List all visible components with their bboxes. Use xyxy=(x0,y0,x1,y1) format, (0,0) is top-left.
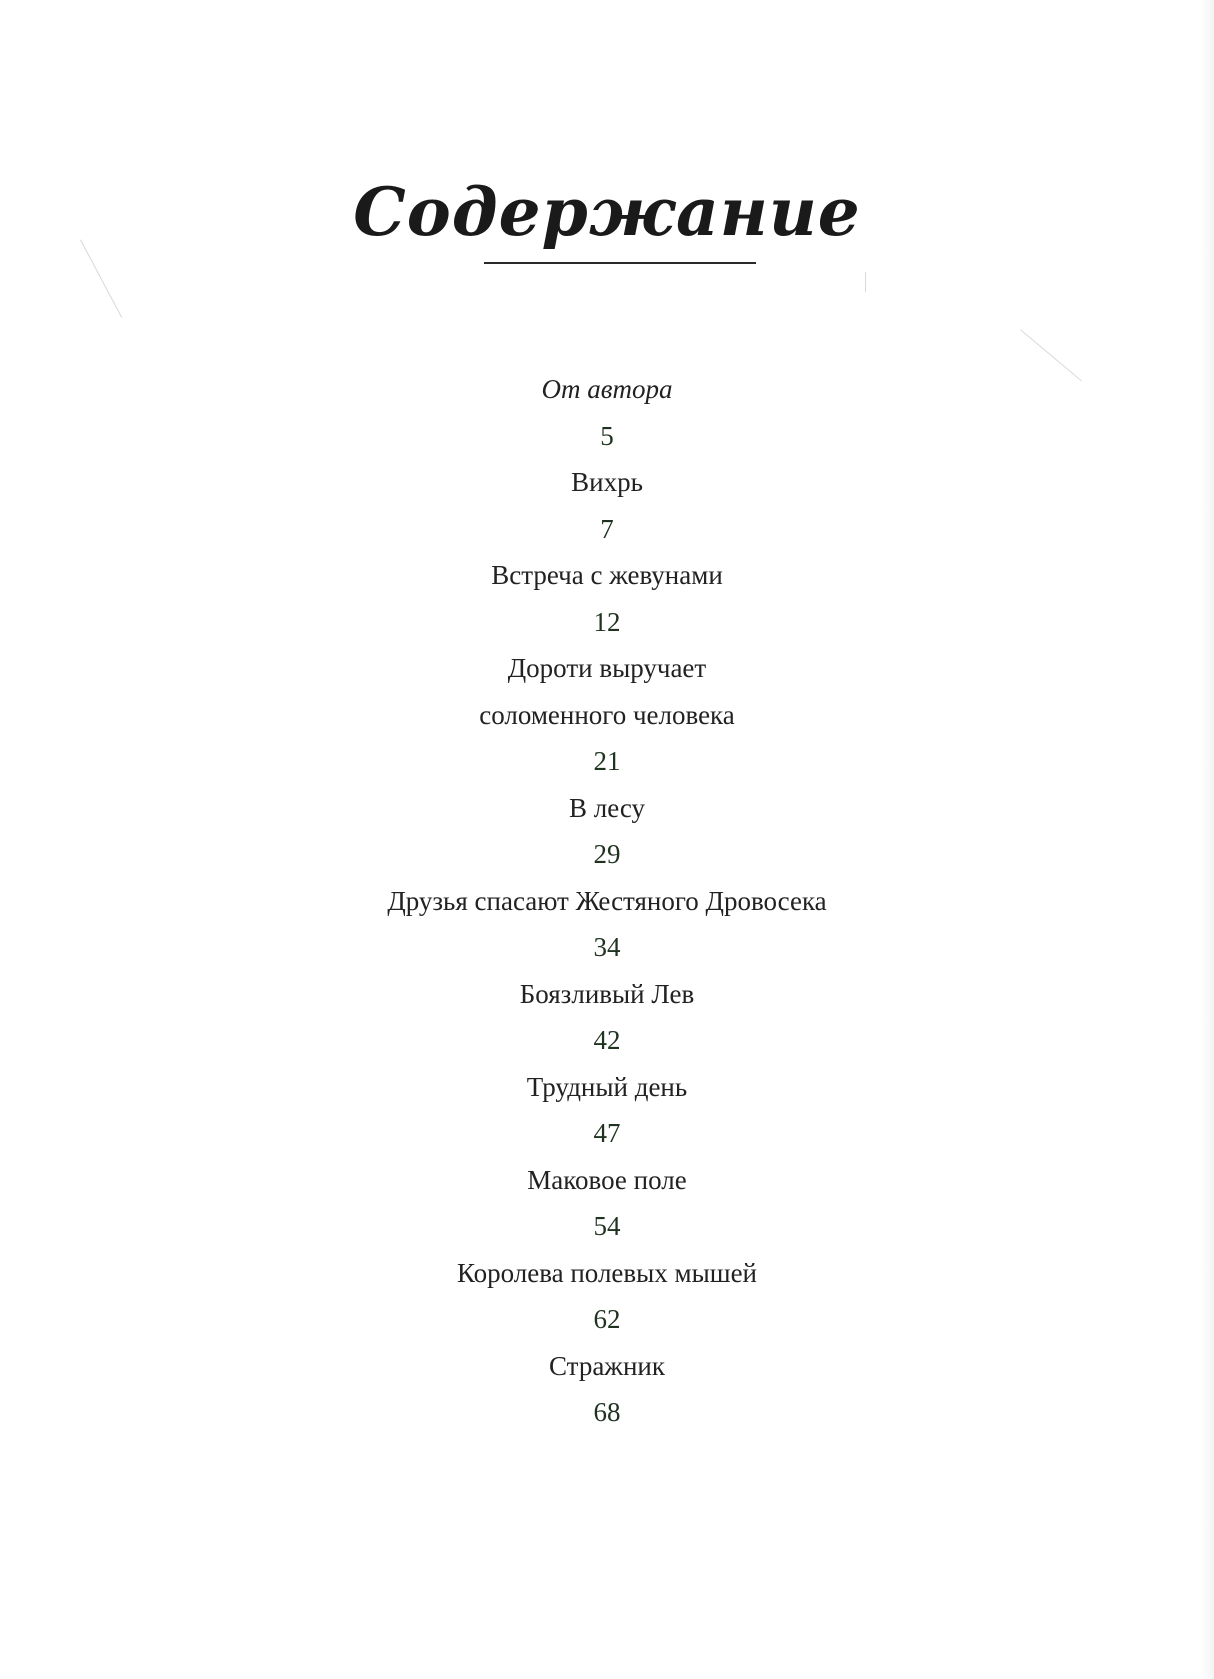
toc-entry-page-number: 7 xyxy=(600,513,614,544)
toc-entry-page-number: 62 xyxy=(593,1304,621,1334)
toc-entry-page-number: 42 xyxy=(593,1025,621,1055)
toc-entry-title: От автора xyxy=(541,374,673,404)
toc-entry-title: Вихрь xyxy=(571,467,643,497)
paper-scratch xyxy=(865,272,866,292)
toc-entry-page-number: 34 xyxy=(593,932,621,962)
toc-entry-title: В лесу xyxy=(568,792,646,823)
toc-entry-page-number: 21 xyxy=(593,746,621,776)
toc-entry-page-number: 5 xyxy=(600,420,614,451)
title-divider xyxy=(484,262,756,264)
toc-entry-title: Встреча с жевунами xyxy=(491,560,723,590)
toc-entry-title: Стражник xyxy=(549,1350,665,1381)
table-of-contents xyxy=(0,366,1214,1436)
toc-entry-title: Боязливый Лев xyxy=(519,978,695,1009)
page-title: Содержание xyxy=(353,173,861,252)
toc-entry-title: Трудный день xyxy=(526,1071,688,1102)
toc-entry-page-number: 47 xyxy=(593,1118,621,1148)
toc-entry-title: Королева полевых мышей xyxy=(456,1257,758,1288)
toc-entry-title: Дороти выручает соломенного человека xyxy=(479,653,735,730)
toc-entry-title: Маковое поле xyxy=(527,1164,687,1195)
toc-entry-page-number: 29 xyxy=(593,839,621,869)
toc-entry-page-number: 54 xyxy=(593,1211,621,1241)
toc-entry-page-number: 12 xyxy=(593,606,621,637)
toc-entry-page-number: 68 xyxy=(593,1397,621,1427)
toc-entry-title: Друзья спасают Жестяного Дровосека xyxy=(387,885,827,916)
